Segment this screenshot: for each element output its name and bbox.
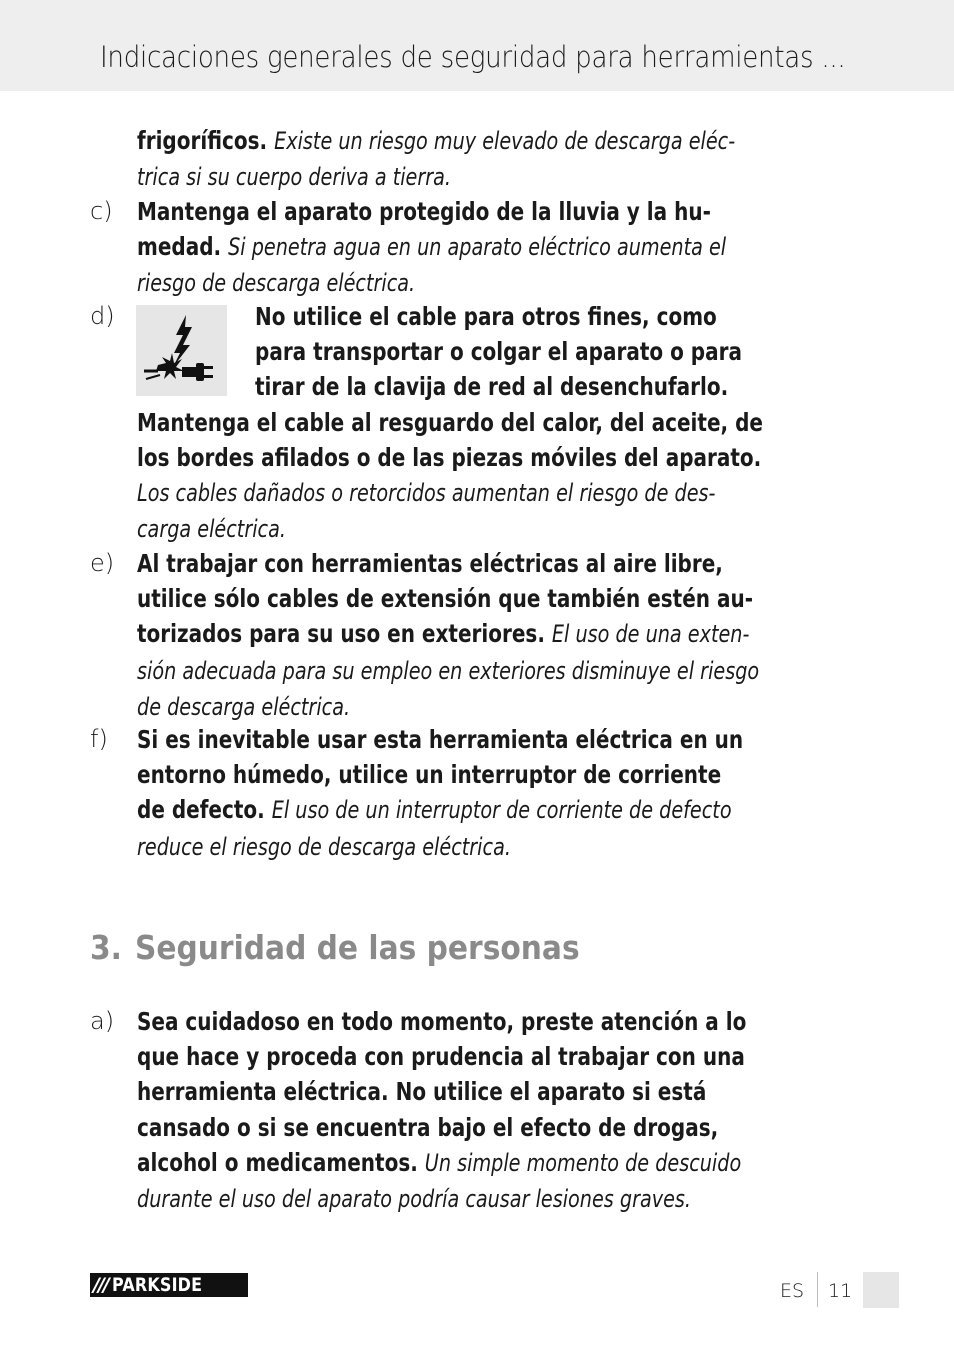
italic-text: reduce el riesgo de descarga eléctrica.: [137, 832, 511, 861]
italic-text: riesgo de descarga eléctrica.: [137, 269, 416, 298]
item-marker: d): [90, 302, 115, 330]
text-line: [137, 722, 857, 757]
text-line: [137, 123, 857, 159]
footer-separator: [817, 1272, 818, 1307]
item-text-beside-icon: [255, 299, 954, 405]
bold-text: Mantenga el cable al resguardo del calor, del aceite, de: [137, 407, 763, 437]
bold-text: utilice sólo cables de extensión que también estén au-: [137, 584, 754, 614]
parkside-logo: [90, 1273, 248, 1297]
footer-language: ES: [780, 1280, 805, 1302]
text-line: [255, 334, 954, 369]
text-line: [137, 511, 857, 547]
text-line: [255, 299, 954, 334]
text-line: [137, 653, 857, 689]
item-text: [137, 722, 857, 865]
text-line: [137, 265, 857, 301]
item-text: [137, 1004, 857, 1217]
italic-text: El uso de una exten-: [551, 620, 750, 649]
bold-text: entorno húmedo, utilice un interruptor de corriente: [137, 760, 722, 790]
bold-text: No utilice el cable para otros fines, como: [255, 302, 717, 331]
text-line: [137, 405, 857, 440]
item-text: [137, 194, 857, 302]
italic-text: de descarga eléctrica.: [137, 692, 351, 721]
italic-text: carga eléctrica.: [137, 515, 286, 544]
footer-tab: [863, 1272, 899, 1308]
bold-text: alcohol o medicamentos.: [137, 1147, 425, 1177]
text-line: [255, 369, 954, 404]
text-line: [137, 689, 857, 725]
bold-text: que hace y proceda con prudencia al trabajar con una: [137, 1042, 745, 1072]
text-line: [137, 1074, 857, 1109]
page-number: 11: [828, 1280, 853, 1302]
italic-text: durante el uso del aparato podría causar lesiones graves.: [137, 1185, 692, 1214]
section-title: Seguridad de las personas: [135, 928, 580, 967]
bold-text: Mantenga el aparato protegido de la lluvia y la hu-: [137, 197, 711, 226]
italic-text: trica si su cuerpo deriva a tierra.: [137, 163, 452, 192]
bold-text: torizados para su uso en exteriores.: [137, 619, 552, 649]
italic-text: El uso de un interruptor de corriente de defecto: [271, 796, 732, 825]
item-marker: a): [90, 1007, 115, 1035]
item-marker: c): [90, 197, 113, 225]
text-line: [137, 546, 857, 581]
page-header-title: Indicaciones generales de seguridad para herramientas ...: [100, 40, 846, 74]
text-line: [137, 229, 857, 265]
bold-text: medad.: [137, 232, 229, 262]
item-marker: e): [90, 549, 115, 577]
italic-text: Los cables dañados o retorcidos aumentan el riesgo de des-: [137, 479, 716, 507]
bold-text: herramienta eléctrica. No utilice el aparato si está: [137, 1077, 707, 1107]
text-line: [137, 792, 857, 828]
text-line: [137, 616, 857, 652]
italic-text: Existe un riesgo muy elevado de descarga eléc-: [274, 127, 736, 155]
italic-text: Un simple momento de descuido: [424, 1148, 742, 1177]
text-line: [137, 829, 857, 865]
bold-text: para transportar o colgar el aparato o para: [255, 337, 742, 367]
text-line: [137, 159, 857, 195]
bold-text: tirar de la clavija de red al desenchufarlo.: [255, 372, 729, 402]
item-text: [137, 405, 857, 548]
item-text: [137, 123, 857, 195]
text-line: [137, 1039, 857, 1074]
text-line: [137, 1004, 857, 1039]
text-line: [137, 475, 857, 511]
item-text: [137, 546, 857, 725]
text-line: [137, 1110, 857, 1145]
section-heading: [90, 928, 580, 967]
text-line: [137, 1181, 857, 1217]
text-line: [137, 440, 857, 475]
bold-text: los bordes afilados o de las piezas móviles del aparato.: [137, 442, 762, 472]
bold-text: frigoríficos.: [137, 126, 275, 155]
section-number: 3.: [90, 928, 122, 967]
text-line: [137, 1145, 857, 1181]
bold-text: cansado o si se encuentra bajo el efecto de drogas,: [137, 1112, 719, 1142]
text-line: [137, 581, 857, 616]
bold-text: de defecto.: [137, 795, 272, 825]
italic-text: sión adecuada para su empleo en exteriores disminuye el riesgo: [137, 656, 760, 685]
bold-text: Al trabajar con herramientas eléctricas al aire libre,: [137, 549, 723, 578]
electric-shock-cable-icon: [136, 305, 227, 396]
text-line: [137, 757, 857, 792]
logo-slashes: ///: [93, 1274, 108, 1296]
bold-text: Sea cuidadoso en todo momento, preste atención a lo: [137, 1007, 747, 1036]
italic-text: Si penetra agua en un aparato eléctrico aumenta el: [228, 233, 727, 262]
item-marker: f): [90, 725, 108, 753]
bold-text: Si es inevitable usar esta herramienta eléctrica en un: [137, 725, 744, 754]
text-line: [137, 194, 857, 229]
logo-text: PARKSIDE: [111, 1274, 202, 1296]
